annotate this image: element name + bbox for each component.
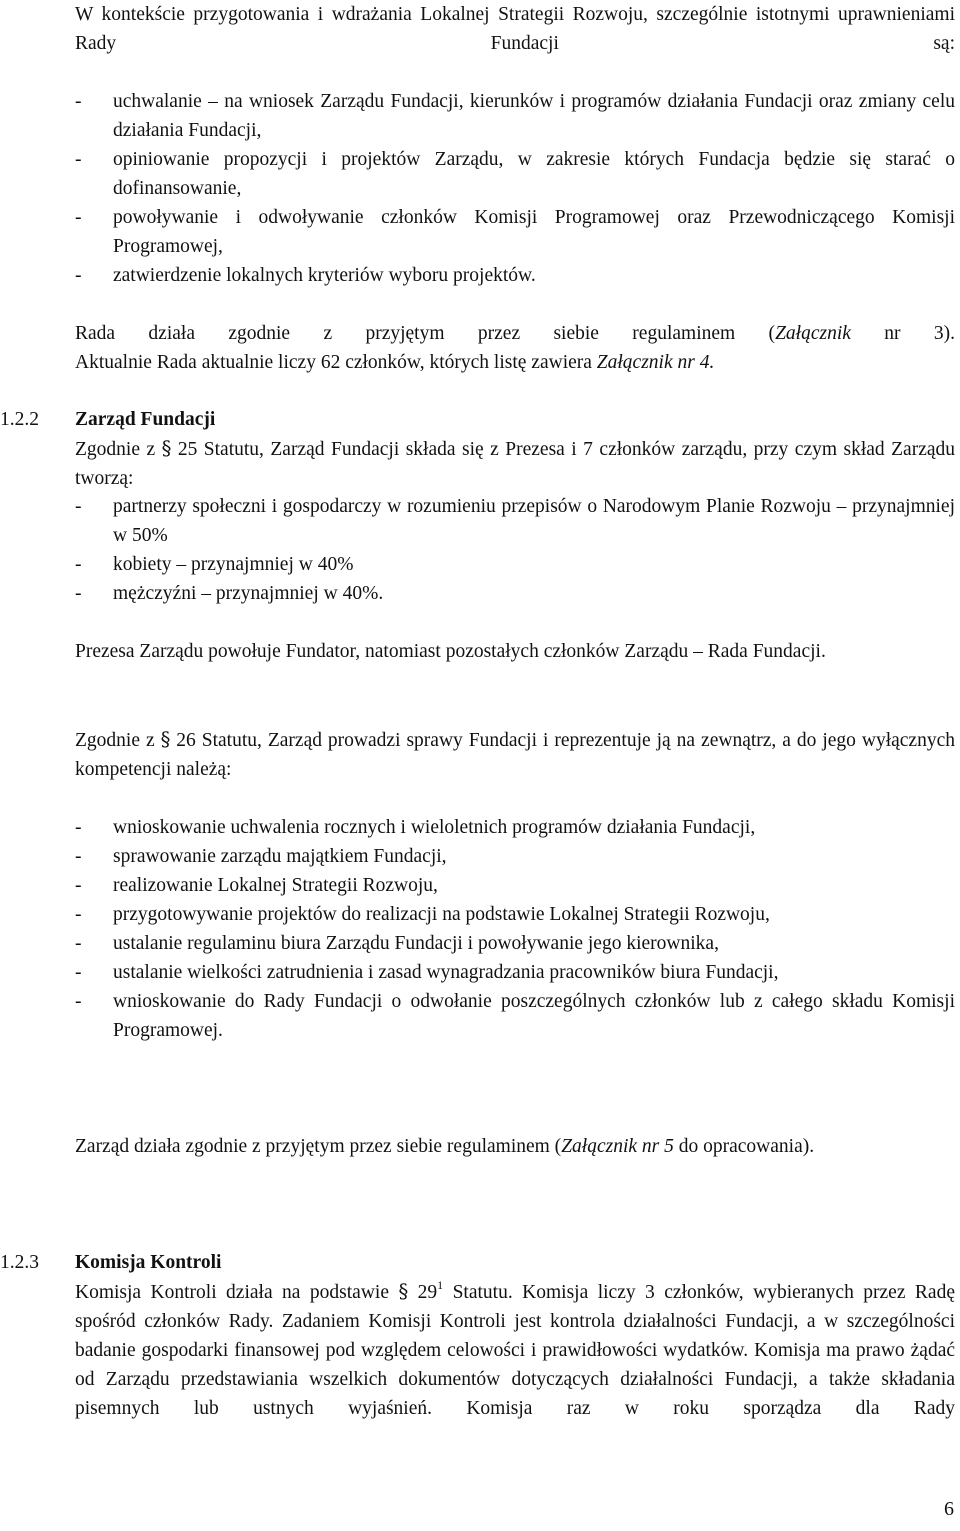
- footnote-marker: 1: [437, 1277, 444, 1292]
- zarzad-regulamin-italic: Załącznik nr 5: [561, 1136, 674, 1157]
- zarzad-regulamin-after: do opracowania).: [673, 1136, 815, 1157]
- zarzad-intro-before: Zgodnie z: [75, 439, 162, 460]
- section-heading-123: [0, 1248, 960, 1277]
- section-sign: §: [161, 437, 172, 460]
- zarzad-composition-list: [75, 492, 955, 608]
- competence-intro: [75, 725, 955, 784]
- list-item: - realizowanie Lokalnej Strategii Rozwoju,: [75, 871, 955, 900]
- members-italic: Załącznik nr 4.: [596, 352, 715, 373]
- section-number: 1.2.3: [0, 1252, 39, 1273]
- list-item: - zatwierdzenie lokalnych kryteriów wyboru projektów.: [75, 261, 955, 290]
- list-item: - ustalanie wielkości zatrudnienia i zasad wynagradzania pracowników biura Fundacji,: [75, 958, 955, 987]
- competence-before: Zgodnie z: [75, 730, 161, 751]
- regulamin-italic: Załącznik: [775, 323, 851, 344]
- competence-after: 26 Statutu, Zarząd prowadzi sprawy Fundacji i reprezentuje ją na zewnątrz, a do jego wyłącznych kompetencji należą:: [75, 730, 955, 780]
- list-item: - przygotowywanie projektów do realizacji na podstawie Lokalnej Strategii Rozwoju,: [75, 900, 955, 929]
- members-text: Aktualnie Rada aktualnie liczy 62 członków, których listę zawiera: [75, 352, 597, 373]
- rada-regulamin-paragraph: [75, 319, 955, 377]
- zarzad-regulamin-before: Zarząd działa zgodnie z przyjętym przez siebie regulaminem (: [75, 1136, 562, 1157]
- prezes-text: Prezesa Zarządu powołuje Fundator, natomiast pozostałych członków Zarządu – Rada Fundacji.: [75, 641, 826, 662]
- list-item: - wnioskowanie uchwalenia rocznych i wieloletnich programów działania Fundacji,: [75, 813, 955, 842]
- rada-powers-list: [75, 87, 955, 290]
- list-item: - uchwalanie – na wniosek Zarządu Fundacji, kierunków i programów działania Fundacji oraz zmiany celu działania Fundacji,: [75, 87, 955, 145]
- list-item: - partnerzy społeczni i gospodarczy w rozumieniu przepisów o Narodowym Planie Rozwoju – przynajmniej w 50%: [75, 492, 955, 550]
- section-title: Zarząd Fundacji: [75, 409, 216, 430]
- prezes-paragraph: [75, 637, 955, 666]
- zarzad-intro-after: 25 Statutu, Zarząd Fundacji składa się z Prezesa i 7 członków zarządu, przy czym skład Zarządu tworzą:: [75, 439, 955, 489]
- list-item: - sprawowanie zarządu majątkiem Fundacji,: [75, 842, 955, 871]
- komisja-kontroli-paragraph: [75, 1277, 955, 1423]
- section-sign: §: [398, 1280, 409, 1303]
- list-item: - wnioskowanie do Rady Fundacji o odwołanie poszczególnych członków lub z całego składu Komisji Programowej.: [75, 987, 955, 1045]
- list-item: - ustalanie regulaminu biura Zarządu Fundacji i powoływanie jego kierownika,: [75, 929, 955, 958]
- list-item: - mężczyźni – przynajmniej w 40%.: [75, 579, 955, 608]
- zarzad-intro: [75, 434, 955, 493]
- list-item: - opiniowanie propozycji i projektów Zarządu, w zakresie których Fundacja będzie się starać o dofinansowanie,: [75, 145, 955, 203]
- komisja-text-before: Komisja Kontroli działa na podstawie: [75, 1282, 399, 1303]
- komisja-article: 29: [408, 1282, 438, 1303]
- zarzad-competences-list: [75, 813, 955, 1045]
- list-item: - powoływanie i odwoływanie członków Komisji Programowej oraz Przewodniczącego Komisji Programowej,: [75, 203, 955, 261]
- regulamin-text: Rada działa zgodnie z przyjętym przez siebie regulaminem (: [75, 323, 776, 344]
- intro-paragraph: [75, 0, 955, 58]
- regulamin-text-after: nr 3).: [850, 323, 955, 344]
- section-sign: §: [160, 728, 171, 751]
- list-item: - kobiety – przynajmniej w 40%: [75, 550, 955, 579]
- section-title: Komisja Kontroli: [75, 1252, 222, 1273]
- zarzad-regulamin: [75, 1132, 955, 1161]
- intro-text: W kontekście przygotowania i wdrażania Lokalnej Strategii Rozwoju, szczególnie istotnymi uprawnieniami Rady Fundacji są:: [75, 4, 955, 54]
- section-number: 1.2.2: [0, 409, 39, 430]
- komisja-text-after: Statutu. Komisja liczy 3 członków, wybieranych przez Radę spośród członków Rady. Zadaniem Komisji Kontroli jest kontrola działalności Fundacji, a w szczególności badanie gospodarki finansowej pod względem celowości i prawidłowości wydatków. Komisja ma prawo żądać od Zarządu przedstawiania wszelkich dokumentów dotyczących działalności Fundacji, a także składania pisemnych lub ustnych wyjaśnień. Komisja raz w roku sporządza dla Rady: [75, 1282, 955, 1419]
- page-number: 6: [944, 1498, 954, 1520]
- section-heading-122: [0, 405, 960, 434]
